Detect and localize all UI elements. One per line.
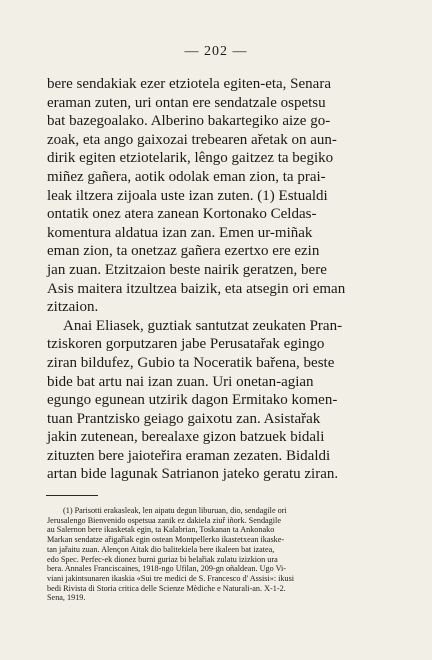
- footnote-divider: [46, 495, 98, 496]
- footnote-line: bedi Rivista di Storia critica delle Scienze Mèdiche e Naturali-an. X-1-2.: [47, 583, 286, 593]
- footnote-line: Sena, 1919.: [47, 593, 86, 603]
- paragraph1-line: jan zuan. Etzitzaion beste nairik geratzen, bere: [47, 261, 327, 278]
- footnote-line: Jerusalengo Bienvenido ospetsua zanik ez dakiela ziuř iñork. Sendagile: [47, 515, 281, 525]
- paragraph2-line: jakin zutenean, berealaxe gizon batzuek bidali: [47, 429, 325, 446]
- footnote-line: edo Spec. Perfec-ek dionez burni guriaz bi belařiak zulatu izizkion ura: [47, 554, 278, 564]
- paragraph-2: [47, 317, 391, 484]
- paragraph2-line: bide bat artu nai izan zuan. Uri onetan-agian: [47, 373, 314, 390]
- paragraph1-line: eman zion, ta onetzaz gañera ezertxo ere ezin: [47, 243, 320, 260]
- paragraph1-line: leak iltzera zijoala uste izan zuten. (1) Estualdi: [47, 187, 328, 204]
- paragraph-1: [47, 75, 391, 317]
- paragraph2-line: tuan Prantzisko geiago gaixotu zan. Asistařak: [47, 410, 321, 427]
- paragraph1-line: bere sendakiak ezer etziotela egiten-eta, Senara: [47, 76, 331, 92]
- paragraph2-line: egungo egunean utzirik dagon Ermitako komen-: [47, 392, 338, 409]
- paragraph2-line: Anai Eliasek, guztiak santutzat zeukaten Pran-: [63, 317, 343, 334]
- paragraph1-line: bat bazegoalako. Alberino bakartegiko aize go-: [47, 113, 331, 130]
- paragraph1-line: zoak, eta ango gaixozai trebearen ařetak on aun-: [47, 131, 337, 148]
- paragraph2-line: artan bide lagunak Satrianon jateko geratu ziran.: [47, 466, 339, 483]
- paragraph1-line: dirik egiten etziotelarik, lêngo gaitzez ta begiko: [47, 150, 334, 167]
- paragraph1-line: zitzaion.: [47, 299, 99, 316]
- paragraph2-line: tziskoren gorputzaren jabe Perusatařak egingo: [47, 336, 325, 353]
- body-text: [47, 75, 391, 484]
- paragraph1-line: miñez gañera, aotik odolak eman zion, ta prai-: [47, 168, 326, 185]
- footnote-line: (1) Parisotti erakasleak, len aipatu degun liburuan, dio, sendagile ori: [63, 506, 287, 515]
- page-number: — 202 —: [184, 44, 248, 59]
- footnote-line: au Salernon bere ikasketak egin, ta Kalabrian, Toskanan ta Ankonako: [47, 525, 275, 535]
- footnote-line: tan jařaitu zuan. Alençon Aitak dio balitekiela bere ikaleen bat izatea,: [47, 544, 275, 554]
- paragraph2-line: zituzten bere jaioteřira eraman zezaten. Bidaldi: [47, 447, 331, 464]
- footnote-line: viani jakintsunaren ikaskia «Sui tre medici de S. Francesco d' Assisi»: ikusi: [47, 573, 295, 583]
- paragraph1-line: eraman zuten, uri ontan ere sendatzale ospetsu: [47, 94, 326, 111]
- footnote-line: bera. Annales Franciscaines, 1918-ngo Ufilan, 209-gn oñaldean. Ugo Vi-: [47, 564, 287, 574]
- paragraph1-line: komentura aldatua izan zan. Emen ur-miñak: [47, 224, 313, 241]
- paragraph1-line: Asis maitera itzultzea baizik, eta atsegin ori eman: [47, 280, 346, 297]
- paragraph2-line: ziran bildufez, Gubio ta Noceratik bařena, beste: [47, 354, 335, 371]
- footnote-line: Markan sendatze ařigařiak egin ostean Montpellerko ikastetxean ikaske-: [47, 535, 285, 545]
- footnote: [47, 506, 393, 603]
- paragraph1-line: ontatik onez atera zanean Kortonako Celdas-: [47, 206, 317, 223]
